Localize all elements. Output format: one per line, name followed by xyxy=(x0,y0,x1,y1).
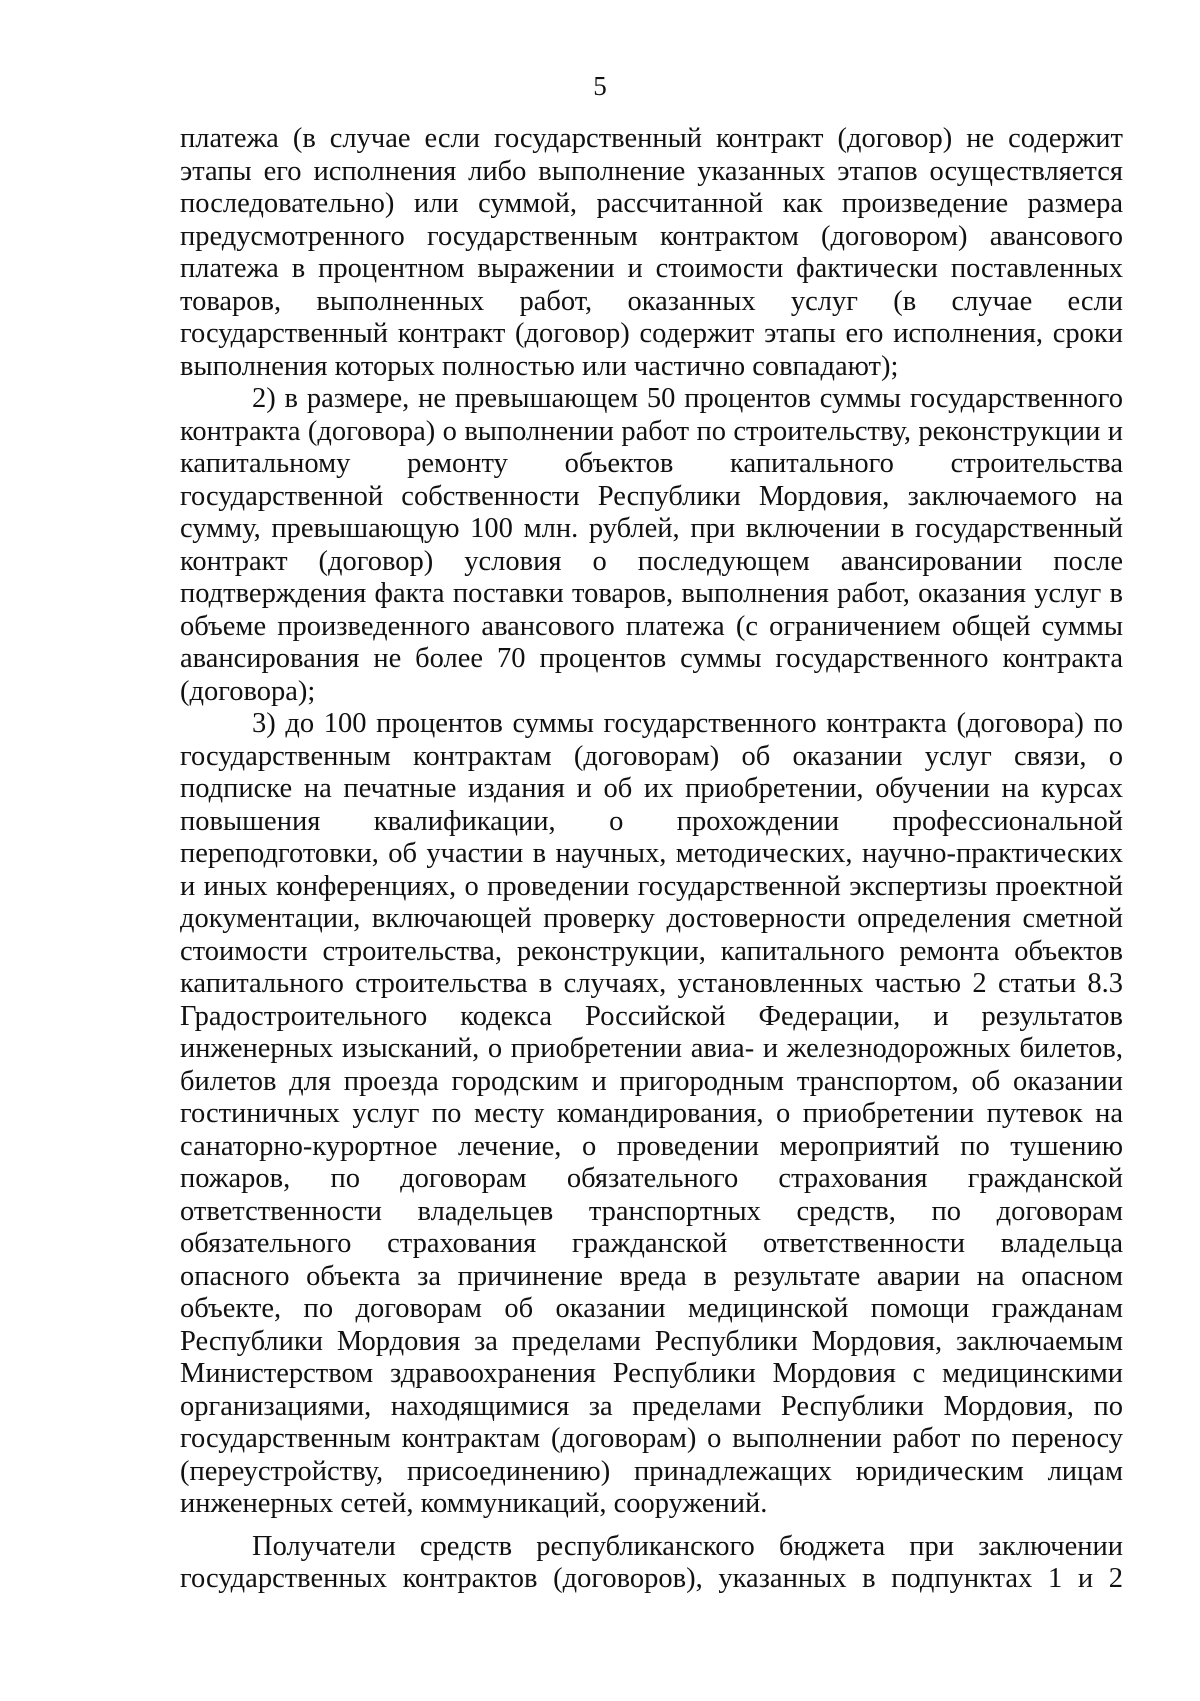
paragraph-item-3: 3) до 100 процентов суммы государственного контракта (договора) по государственным контрактам (договорам) об оказании услуг связи, о подписке на печатные издания и об их приобретении, обучении на курсах повышения квалификации, о прохождении профессиональной переподготовки, об участии в научных, методических, научно-практических и иных конференциях, о проведении государственной экспертизы проектной документации, включающей проверку достоверности определения сметной стоимости строительства, реконструкции, капитального ремонта объектов капитального строительства в случаях, установленных частью 2 статьи 8.3 Градостроительного кодекса Российской Федерации, и результатов инженерных изысканий, о приобретении авиа- и железнодорожных билетов, билетов для проезда городским и пригородным транспортом, об оказании гостиничных услуг по месту командирования, о приобретении путевок на санаторно-курортное лечение, о проведении мероприятий по тушению пожаров, по договорам обязательного страхования гражданской ответственности владельцев транспортных средств, по договорам обязательного страхования гражданской ответственности владельца опасного объекта за причинение вреда в результате аварии на опасном объекте, по договорам об оказании медицинской помощи гражданам Республики Мордовия за пределами Республики Мордовия, заключаемым Министерством здравоохранения Республики Мордовия с медицинскими организациями, находящимися за пределами Республики Мордовия, по государственным контрактам (договорам) о выполнении работ по переносу (переустройству, присоединению) принадлежащих юридическим лицам инженерных сетей, коммуникаций, сооружений. xyxy=(180,708,1123,1519)
document-body xyxy=(180,123,1123,1628)
page-number: 5 xyxy=(593,71,607,101)
paragraph-payment-continuation: платежа (в случае если государственный контракт (договор) не содержит этапы его исполнения либо выполнение указанных этапов осуществляется последовательно) или суммой, рассчитанной как произведение размера предусмотренного государственным контрактом (договором) авансового платежа в процентном выражении и стоимости фактически поставленных товаров, выполненных работ, оказанных услуг (в случае если государственный контракт (договор) содержит этапы его исполнения, сроки выполнения которых полностью или частично совпадают); xyxy=(180,123,1123,382)
paragraph-item-2: 2) в размере, не превышающем 50 процентов суммы государственного контракта (договора) о выполнении работ по строительству, реконструкции и капитальному ремонту объектов капитального строительства государственной собственности Республики Мордовия, заключаемого на сумму, превышающую 100 млн. рублей, при включении в государственный контракт (договор) условия о последующем авансировании после подтверждения факта поставки товаров, выполнения работ, оказания услуг в объеме произведенного авансового платежа (с ограничением общей суммы авансирования не более 70 процентов суммы государственного контракта (договора); xyxy=(180,383,1123,707)
paragraph-recipients: Получатели средств республиканского бюджета при заключении государственных контрактов (договоров), указанных в подпунктах 1 и 2 xyxy=(180,1530,1123,1594)
